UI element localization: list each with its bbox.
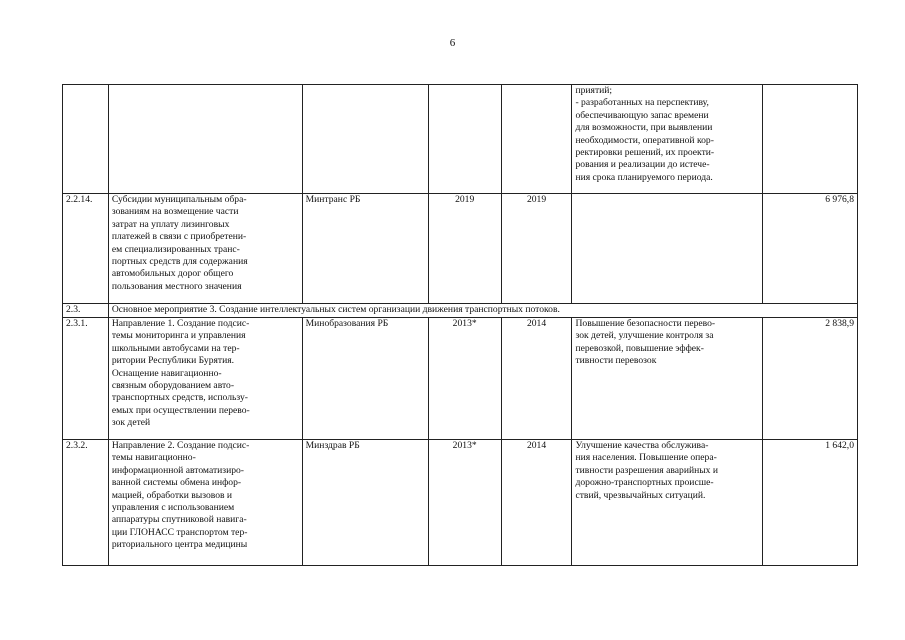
row-start-cell	[428, 85, 501, 194]
row-result-cell: Повышение безопасности перево- зок детей, улучшение контроля за перевозкой, повышение эффек- тивности перевозок	[572, 318, 763, 440]
section-title-cell: Основное мероприятие 3. Создание интеллектуальных систем организации движения транспортных потоков.	[108, 304, 857, 318]
row-id-cell: 2.2.14.	[63, 194, 109, 304]
row-end-cell: 2014	[501, 440, 572, 566]
row-amount-cell: 6 976,8	[763, 194, 858, 304]
row-result-cell: Улучшение качества обслужива- ния населения. Повышение опера- тивности разрешения аварийных и дорожно-транспортных происше- ствий, чрезвычайных ситуаций.	[572, 440, 763, 566]
row-name-cell: Направление 2. Создание подсис- темы навигационно- информационной автоматизиро- ванной системы обмена инфор- мацией, обработки вызовов и управления с использованием аппаратуры спутниковой навига- ции ГЛОНАСС транспортом тер- риториального центра медицины	[108, 440, 302, 566]
row-amount-cell: 1 642,0	[763, 440, 858, 566]
row-amount-cell	[763, 85, 858, 194]
table-row-section	[63, 304, 858, 318]
table-row	[63, 440, 858, 566]
row-end-cell	[501, 85, 572, 194]
row-executor-cell	[302, 85, 428, 194]
table-row	[63, 85, 858, 194]
table-row	[63, 194, 858, 304]
row-name-cell	[108, 85, 302, 194]
row-start-cell: 2013*	[428, 440, 501, 566]
row-result-cell: приятий; - разработанных на перспективу, обеспечивающую запас времени для возможности, при выявлении необходимости, оперативной кор- ректировки решений, их проекти- рования и реализации до истече- ния срока планируемого периода.	[572, 85, 763, 194]
row-name-cell: Направление 1. Создание подсис- темы мониторинга и управления школьными автобусами на тер- ритории Республики Бурятия. Оснащение навигационно- связным оборудованием авто- транспортных средств, использу- емых при осуществлении перево- зок детей	[108, 318, 302, 440]
row-id-cell: 2.3.2.	[63, 440, 109, 566]
row-end-cell: 2014	[501, 318, 572, 440]
table-row	[63, 318, 858, 440]
row-start-cell: 2013*	[428, 318, 501, 440]
page-number: 6	[449, 37, 456, 49]
row-executor-cell: Минздрав РБ	[302, 440, 428, 566]
row-name-cell: Субсидии муниципальным обра- зованиям на возмещение части затрат на уплату лизинговых платежей в связи с приобретени- ем специализированных транс- портных средств для содержания автомобильных дорог общего пользования местного значения	[108, 194, 302, 304]
row-executor-cell: Минобразования РБ	[302, 318, 428, 440]
program-table	[62, 84, 858, 566]
row-id-cell: 2.3.1.	[63, 318, 109, 440]
row-result-cell	[572, 194, 763, 304]
row-id-cell: 2.3.	[63, 304, 109, 318]
row-start-cell: 2019	[428, 194, 501, 304]
row-end-cell: 2019	[501, 194, 572, 304]
row-executor-cell: Минтранс РБ	[302, 194, 428, 304]
row-id-cell	[63, 85, 109, 194]
row-amount-cell: 2 838,9	[763, 318, 858, 440]
